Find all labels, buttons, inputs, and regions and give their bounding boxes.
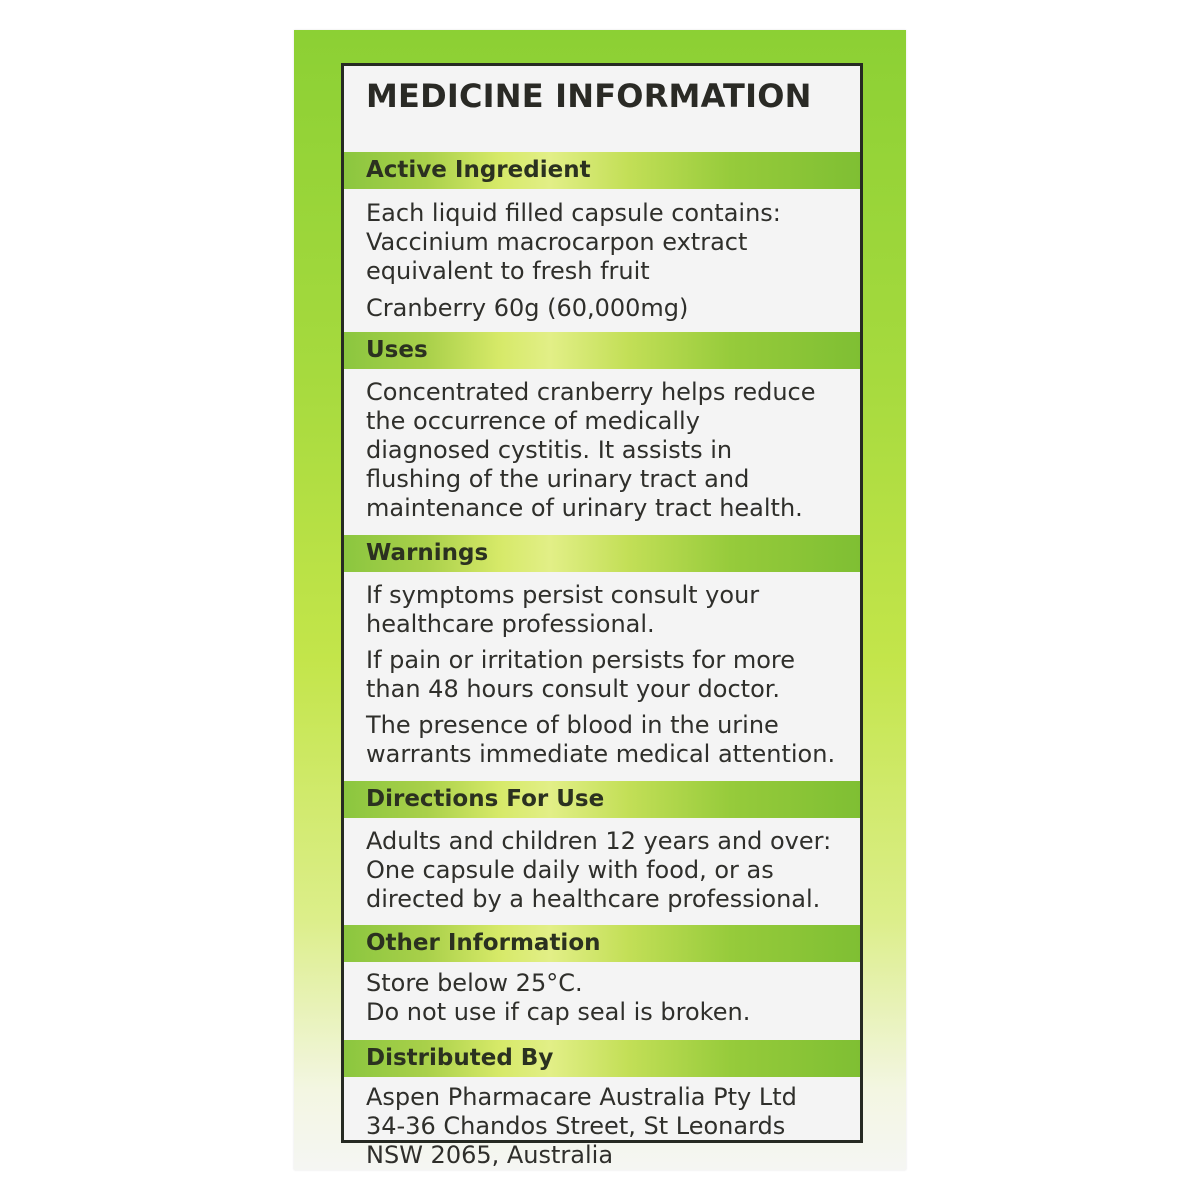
warnings-line-3: If pain or irritation persists for more bbox=[366, 646, 796, 674]
warnings-line-2: healthcare professional. bbox=[366, 610, 655, 638]
panel-title: MEDICINE INFORMATION bbox=[366, 77, 812, 115]
uses-line-2: the occurrence of medically bbox=[366, 407, 700, 435]
directions-line-1: Adults and children 12 years and over: bbox=[366, 827, 832, 855]
warnings-line-5: The presence of blood in the urine bbox=[366, 711, 779, 739]
warnings-line-6: warrants immediate medical attention. bbox=[366, 740, 836, 768]
heading-other-information: Other Information bbox=[366, 930, 601, 956]
heading-bar-uses bbox=[344, 332, 860, 369]
active-ingredient-line-4: Cranberry 60g (60,000mg) bbox=[366, 294, 689, 322]
active-ingredient-line-2: Vaccinium macrocarpon extract bbox=[366, 228, 748, 256]
product-box-side bbox=[294, 30, 906, 1170]
distributor-line-1: Aspen Pharmacare Australia Pty Ltd bbox=[366, 1083, 797, 1111]
heading-uses: Uses bbox=[366, 337, 428, 363]
directions-line-3: directed by a healthcare professional. bbox=[366, 885, 821, 913]
uses-line-1: Concentrated cranberry helps reduce bbox=[366, 378, 816, 406]
warnings-line-1: If symptoms persist consult your bbox=[366, 581, 760, 609]
other-information-line-1: Store below 25°C. bbox=[366, 969, 583, 997]
uses-line-4: flushing of the urinary tract and bbox=[366, 465, 750, 493]
distributor-line-2: 34-36 Chandos Street, St Leonards bbox=[366, 1112, 786, 1140]
heading-bar-distributed-by bbox=[344, 1040, 860, 1077]
heading-bar-warnings bbox=[344, 535, 860, 572]
heading-bar-directions bbox=[344, 781, 860, 818]
active-ingredient-line-3: equivalent to fresh fruit bbox=[366, 257, 650, 285]
heading-bar-active-ingredient bbox=[344, 152, 860, 189]
heading-distributed-by: Distributed By bbox=[366, 1045, 554, 1071]
uses-line-5: maintenance of urinary tract health. bbox=[366, 494, 803, 522]
active-ingredient-line-1: Each liquid filled capsule contains: bbox=[366, 199, 781, 227]
warnings-line-4: than 48 hours consult your doctor. bbox=[366, 675, 781, 703]
heading-directions: Directions For Use bbox=[366, 786, 605, 812]
heading-bar-other-information bbox=[344, 925, 860, 962]
distributor-line-3: NSW 2065, Australia bbox=[366, 1141, 614, 1169]
heading-active-ingredient: Active Ingredient bbox=[366, 157, 591, 183]
directions-line-2: One capsule daily with food, or as bbox=[366, 856, 774, 884]
heading-warnings: Warnings bbox=[366, 540, 489, 566]
uses-line-3: diagnosed cystitis. It assists in bbox=[366, 436, 733, 464]
medicine-information-panel bbox=[341, 63, 863, 1169]
other-information-line-2: Do not use if cap seal is broken. bbox=[366, 998, 751, 1026]
